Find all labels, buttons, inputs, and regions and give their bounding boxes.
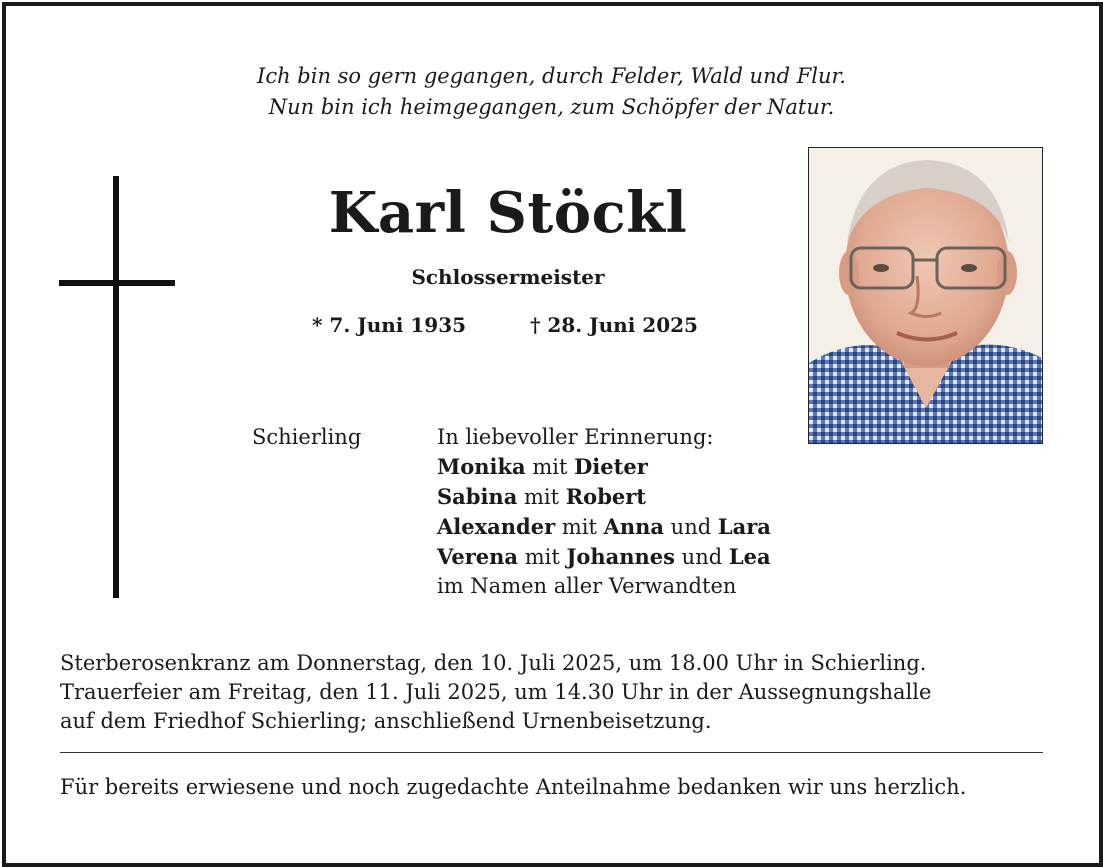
service-info [60,649,931,736]
deceased-name: Karl Stöckl [328,180,688,246]
mourner-connector: im Namen aller Verwandten [437,574,737,598]
mourner-name: Lara [717,514,771,539]
mourner-name: Anna [603,514,664,539]
mourner-connector: und [675,545,729,569]
deceased-title: Schlossermeister [411,265,605,289]
poem-line-1: Ich bin so gern gegangen, durch Felder, Wald und Flur. [257,64,846,88]
mourners-block [437,423,771,601]
mourner-name: Johannes [566,544,675,569]
mourner-name: Robert [565,484,647,509]
poem-line-2: Nun bin ich heimgegangen, zum Schöpfer der Natur. [268,95,835,119]
mourner-name: Dieter [574,454,648,479]
portrait-photo [808,147,1043,444]
mourners-heading: In liebevoller Erinnerung: [437,425,714,449]
mourner-name: Alexander [437,514,556,539]
mourner-connector: mit [517,485,566,509]
death-date: † 28. Juni 2025 [530,313,698,337]
mourner-line [437,512,771,542]
mourner-name: Verena [437,544,519,569]
mourner-connector: und [664,515,718,539]
mourner-name: Sabina [437,484,518,509]
birth-date: * 7. Juni 1935 [312,313,467,337]
mourner-name: Lea [728,544,771,569]
mourner-name: Monika [437,454,526,479]
place-of-residence: Schierling [252,425,362,449]
mourner-line [437,542,771,572]
mourner-connector: mit [555,515,604,539]
mourner-connector: mit [518,545,567,569]
thanks-note: Für bereits erwiesene und noch zugedachte Anteilnahme bedanken wir uns herzlich. [60,775,967,799]
mourner-line [437,482,771,512]
mourner-line [437,452,771,482]
divider [60,752,1043,753]
mourner-line [437,572,771,601]
service-info-line: Sterberosenkranz am Donnerstag, den 10. Juli 2025, um 18.00 Uhr in Schierling. [60,651,927,675]
service-info-line: Trauerfeier am Freitag, den 11. Juli 2025, um 14.30 Uhr in der Aussegnungshalle [60,680,932,704]
mourner-connector: mit [525,455,575,479]
service-info-line: auf dem Friedhof Schierling; anschließend Urnenbeisetzung. [60,709,712,733]
